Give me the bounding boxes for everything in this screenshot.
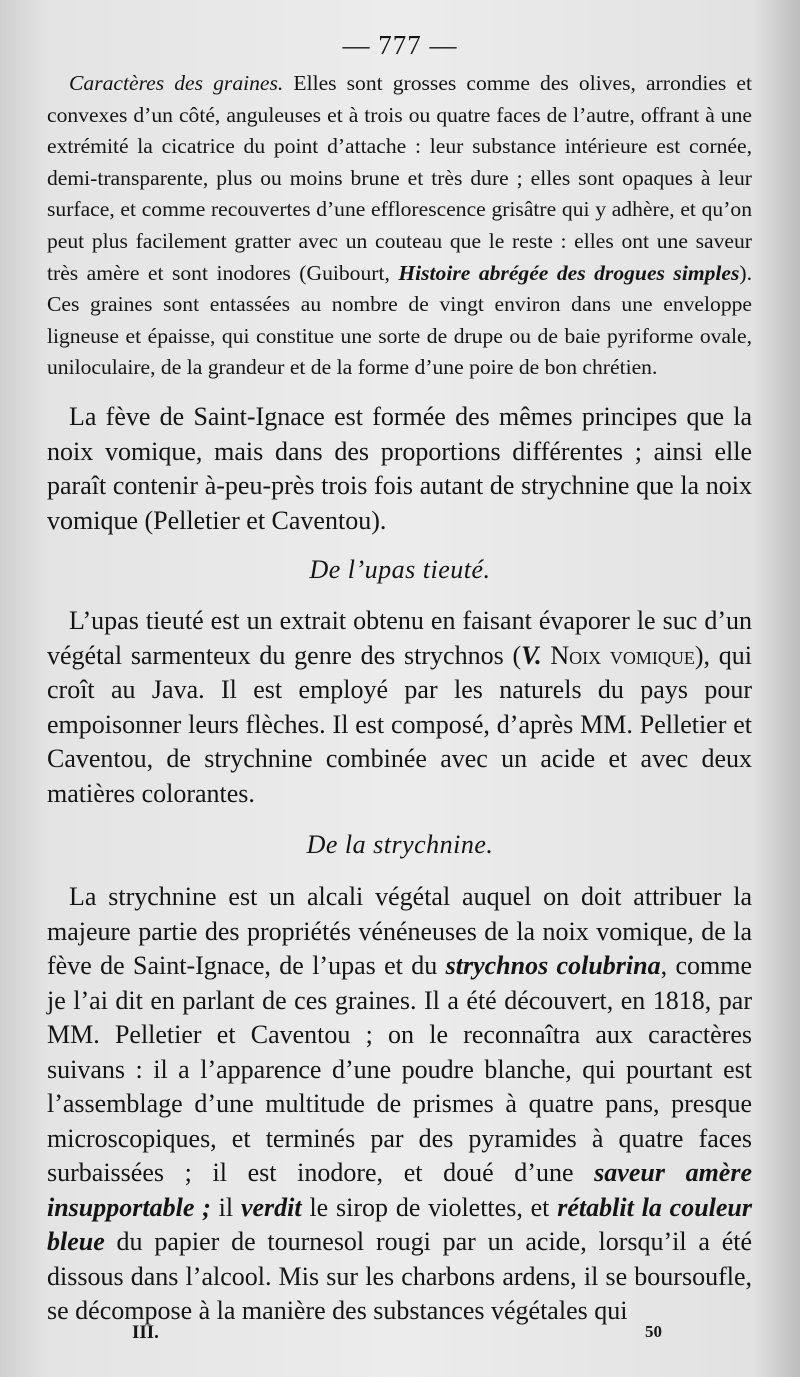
paragraph-text: il bbox=[210, 1192, 241, 1222]
see-reference: V. bbox=[521, 640, 542, 670]
sheet-number: 50 bbox=[645, 1322, 662, 1341]
emphasis: verdit bbox=[240, 1192, 302, 1222]
paragraph-text: La fève de Saint-Ignace est formée des mêmes principes que la noix vomique, mais dans des proportions différentes ; ainsi elle paraît contenir à-peu-près trois fois autant de strychnine que la noix vomique (Pelletier et Caventou). bbox=[47, 402, 752, 535]
paragraph-saint-ignace-bean bbox=[47, 400, 752, 538]
paragraph-text: L’upas tieuté est un extrait obtenu en faisant évaporer le suc d’un végétal sarmenteux du genre des strychnos ( bbox=[47, 606, 752, 670]
emphasis: rétablit la couleur bleue bbox=[47, 1192, 753, 1256]
paragraph-text: , comme je l’ai dit en parlant de ces graines. Il a été découvert, en 1818, par MM. Pelletier et Caventou ; on le reconnaîtra aux caractères suivans : il a l’apparence d’une poudre blanche, qui pourtant est l’assemblage d’une multitude de prismes à quatre pans, presque microscopiques, et terminés par des pyramides à quatre faces surbaissées ; il est inodore, et doué d’une bbox=[47, 951, 752, 1187]
section-title-upas: De l’upas tieuté. bbox=[309, 555, 491, 584]
page-number: — 777 — bbox=[342, 30, 458, 60]
paragraph-text: ). Ces graines sont entassées au nombre de vingt environ dans une enveloppe ligneuse et épaisse, qui constitue une sorte de drupe ou de baie pyriforme ovale, uniloculaire, de la grandeur et de la forme d’une poire de bon chrétien. bbox=[47, 260, 752, 380]
signature-mark: III. bbox=[132, 1322, 159, 1343]
paragraph-lead: Caractères des graines. bbox=[69, 71, 284, 95]
emphasis: saveur amère insupportable ; bbox=[47, 1158, 753, 1222]
book-reference: Histoire abrégée des drogues simples bbox=[398, 260, 740, 285]
paragraph-text: du papier de tournesol rougi par un acide, lorsqu’il a été dissous dans l’alcool. Mis sur les charbons ardens, il se boursoufle, se décompose à la manière des substances végétales qui bbox=[47, 1227, 752, 1325]
paragraph-text: ), qui croît au Java. Il est employé par les naturels du pays pour empoisonner leurs flèches. Il est composé, d’après MM. Pelletier et Caventou, de strychnine combinée avec un acide et avec deux matières colorantes. bbox=[47, 640, 753, 808]
paragraph-text: Elles sont grosses comme des olives, arrondies et convexes d’un côté, anguleuses et à trois ou quatre faces de l’autre, offrant à une extrémité la cicatrice du point d’attache : leur substance intérieure est cornée, demi-transparente, plus ou moins brune et très dure ; elles sont opaques à leur surface, et comme recouvertes d’une efflorescence grisâtre qui y adhère, et qu’on peut plus facilement gratter avec un couteau que le reste : elles ont une saveur très amère et sont inodores (Guibourt, bbox=[47, 71, 752, 285]
paragraph-seed-characters bbox=[47, 68, 752, 384]
emphasis: strychnos colubrina bbox=[445, 951, 661, 980]
paragraph-upas bbox=[47, 604, 752, 811]
paragraph-strychnine bbox=[47, 880, 752, 1329]
paragraph-text: La strychnine est un alcali végétal auquel on doit attribuer la majeure partie des propriétés vénéneuses de la noix vomique, de la fève de Saint-Ignace, de l’upas et du bbox=[47, 882, 752, 980]
paragraph-text: le sirop de violettes, et bbox=[301, 1192, 558, 1222]
cross-reference: Noix vomique bbox=[541, 640, 695, 670]
section-title-strychnine: De la strychnine. bbox=[306, 830, 494, 859]
